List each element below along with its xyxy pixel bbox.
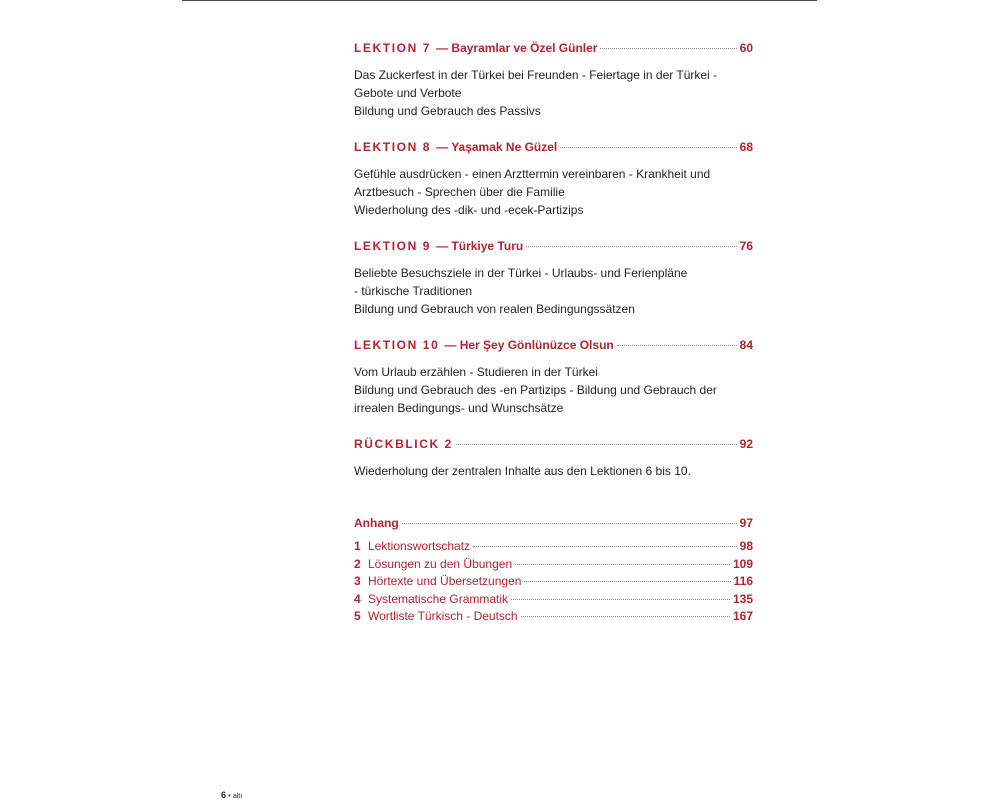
lesson-description — [354, 66, 753, 120]
lesson-label: RÜCKBLICK 2 — [354, 437, 453, 451]
toc-entry-lektion-7 — [354, 41, 753, 120]
description-line: Bildung und Gebrauch des -en Partizips - Bildung und Gebrauch der — [354, 383, 717, 397]
footer-page-word: altı — [232, 793, 243, 800]
appendix-item[interactable] — [354, 592, 753, 610]
appendix-item[interactable] — [354, 574, 753, 592]
appendix-item-label: Hörtexte und Übersetzungen — [368, 574, 522, 589]
page-number: 76 — [739, 239, 753, 253]
footer-page-number: 6 — [221, 790, 227, 800]
description-line: Wiederholung des -dik- und -ecek-Partizips — [354, 203, 584, 217]
appendix-title: Anhang — [354, 516, 399, 530]
appendix-item-number: 2 — [354, 556, 361, 571]
dot-leader — [456, 444, 737, 445]
page-number: 109 — [732, 556, 753, 571]
description-line: - türkische Traditionen — [354, 284, 473, 298]
dot-leader — [473, 546, 737, 547]
toc-entry-lektion-8 — [354, 140, 753, 219]
dot-leader — [560, 147, 736, 148]
description-line: Wiederholung der zentralen Inhalte aus den Lektionen 6 bis 10. — [354, 464, 691, 478]
lesson-title: — Yaşamak Ne Güzel — [436, 140, 558, 154]
page-number: 135 — [732, 591, 753, 606]
lesson-description — [354, 165, 753, 219]
dot-leader — [524, 581, 730, 582]
page-number: 92 — [739, 437, 753, 451]
description-line: Bildung und Gebrauch von realen Bedingungssätzen — [354, 302, 635, 316]
appendix-item-number: 4 — [354, 591, 361, 606]
toc-entry-heading[interactable] — [354, 338, 753, 356]
appendix-item-label: Lösungen zu den Übungen — [368, 556, 513, 571]
description-line: Gefühle ausdrücken - einen Arzttermin vereinbaren - Krankheit und — [354, 167, 711, 181]
description-line: Bildung und Gebrauch des Passivs — [354, 104, 541, 118]
page-number: 116 — [733, 574, 753, 589]
appendix-item[interactable] — [354, 557, 753, 575]
dot-leader — [526, 246, 736, 247]
dot-leader — [515, 564, 730, 565]
description-line: Gebote und Verbote — [354, 86, 462, 100]
bullet-icon: • — [228, 791, 231, 800]
page-footer — [221, 790, 242, 800]
page-number: 60 — [739, 41, 753, 55]
dot-leader — [600, 48, 736, 49]
table-of-contents — [354, 41, 753, 500]
appendix-item[interactable] — [354, 609, 753, 627]
page-number: 97 — [739, 516, 753, 530]
description-line: Beliebte Besuchsziele in der Türkei - Urlaubs- und Ferienpläne — [354, 266, 688, 280]
page-number: 167 — [732, 609, 753, 624]
toc-entry-lektion-10 — [354, 338, 753, 417]
appendix-list — [354, 539, 753, 627]
appendix-item[interactable] — [354, 539, 753, 557]
lesson-label: LEKTION 9 — [354, 239, 432, 253]
lesson-description — [354, 363, 753, 417]
appendix-section — [354, 516, 753, 627]
toc-entry-heading[interactable] — [354, 41, 753, 59]
lesson-title: — Türkiye Turu — [436, 239, 524, 253]
appendix-item-number: 1 — [354, 539, 361, 553]
description-line: irrealen Bedingungs- und Wunschsätze — [354, 401, 564, 415]
appendix-item-label: Lektionswortschatz — [368, 539, 471, 553]
dot-leader — [402, 523, 737, 524]
description-line: Das Zuckerfest in der Türkei bei Freunden - Feiertage in der Türkei - — [354, 68, 718, 82]
appendix-heading[interactable] — [354, 516, 753, 534]
toc-entry-lektion-9 — [354, 239, 753, 318]
dot-leader — [617, 345, 737, 346]
lesson-label: LEKTION 10 — [354, 338, 440, 352]
lesson-description — [354, 462, 753, 480]
appendix-item-label: Wortliste Türkisch - Deutsch — [368, 609, 518, 624]
dot-leader — [511, 599, 730, 600]
top-rule — [182, 0, 817, 1]
appendix-item-label: Systematische Grammatik — [368, 591, 509, 606]
appendix-item-number: 5 — [354, 609, 361, 624]
lesson-title: — Her Şey Gönlünüzce Olsun — [444, 338, 614, 352]
toc-entry-heading[interactable] — [354, 437, 753, 455]
lesson-title: — Bayramlar ve Özel Günler — [436, 41, 598, 55]
lesson-description — [354, 264, 753, 318]
description-line: Arztbesuch - Sprechen über die Familie — [354, 185, 565, 199]
dot-leader — [521, 616, 730, 617]
page-number: 98 — [739, 539, 753, 553]
toc-entry-heading[interactable] — [354, 140, 753, 158]
lesson-label: LEKTION 8 — [354, 140, 432, 154]
appendix-item-number: 3 — [354, 574, 361, 589]
page-number: 68 — [739, 140, 753, 154]
description-line: Vom Urlaub erzählen - Studieren in der Türkei — [354, 365, 598, 379]
lesson-label: LEKTION 7 — [354, 41, 432, 55]
toc-entry-rueckblick-2 — [354, 437, 753, 480]
toc-entry-heading[interactable] — [354, 239, 753, 257]
page-number: 84 — [739, 338, 753, 352]
